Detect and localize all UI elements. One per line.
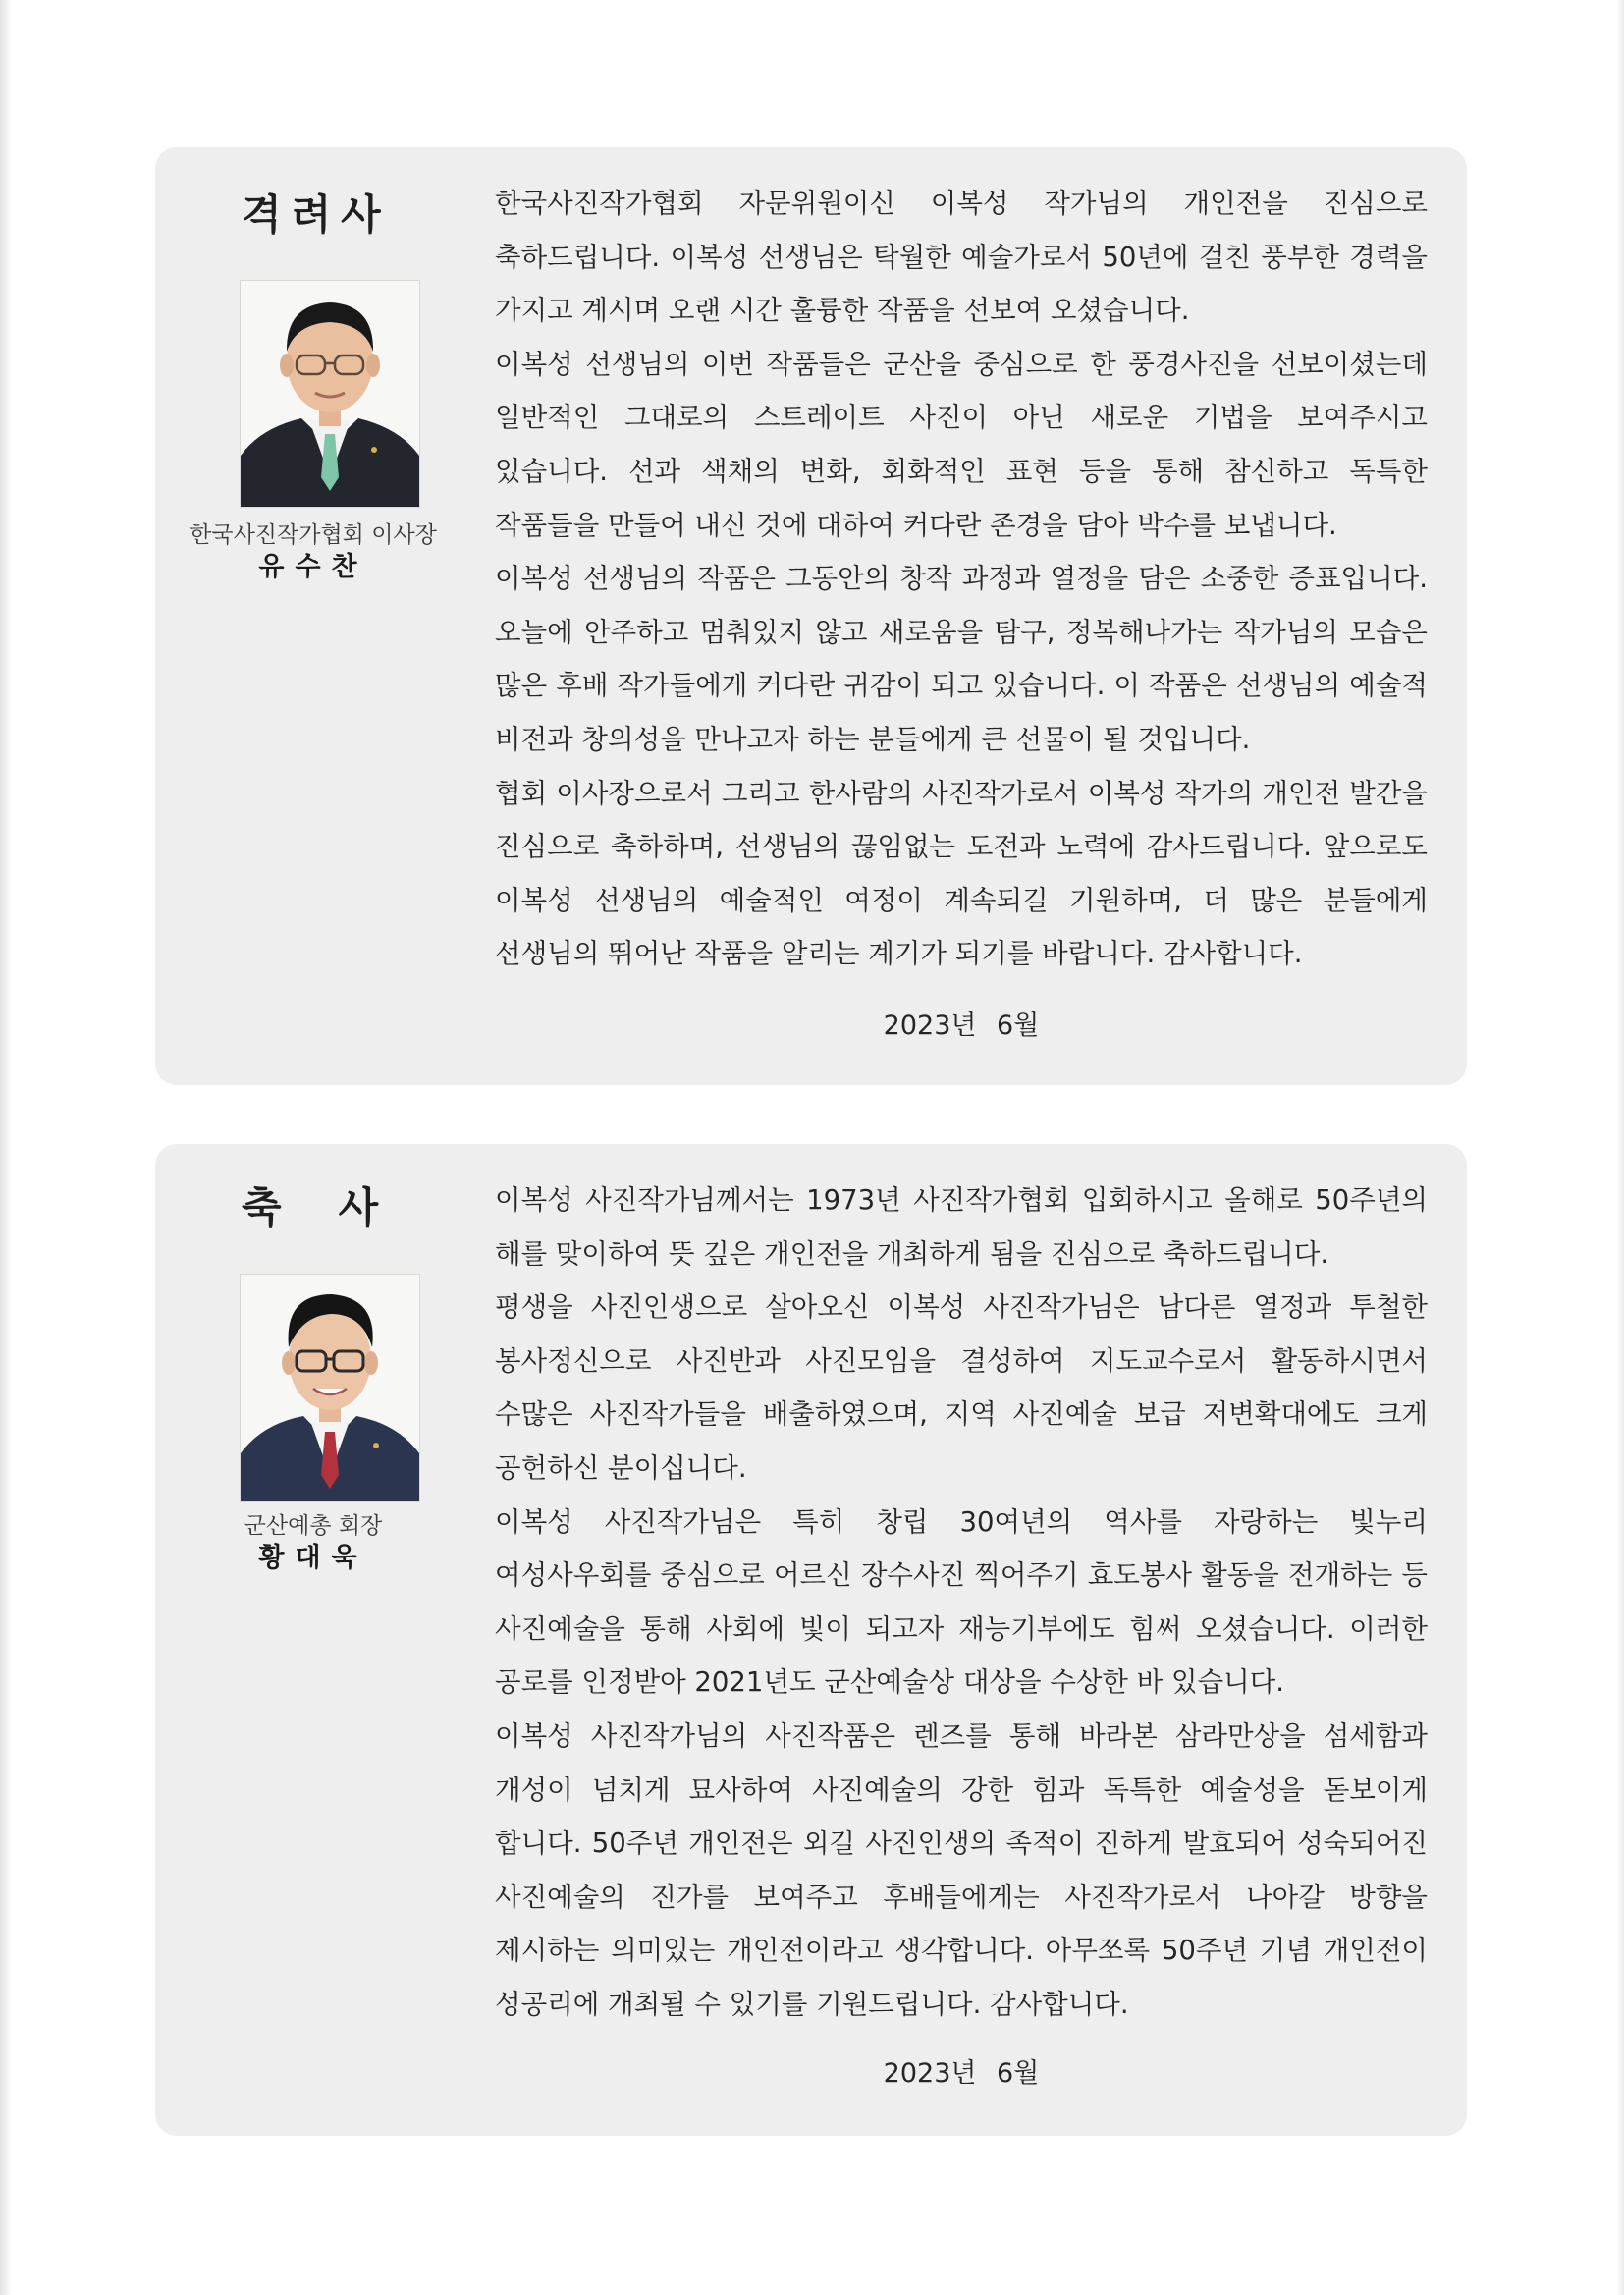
section-heading: 격려사: [242, 191, 391, 239]
message-date: 2023년 6월: [883, 2058, 1040, 2089]
paragraph: 평생을 사진인생으로 살아오신 이복성 사진작가님은 남다른 열정과 투철한 봉사정신으로 사진반과 사진모임을 결성하여 지도교수로서 활동하시면서 수많은 사진작가들을 배출하였으며, 지역 사진예술 보급 저변확대에도 크게 공헌하신 분이십니다.: [495, 1291, 1428, 1484]
congratulation-section: [155, 1144, 1467, 2136]
author-portrait: [240, 280, 420, 508]
encouragement-section: [155, 147, 1467, 1085]
message-body: [495, 177, 1428, 981]
page-left-edge: [0, 0, 12, 2295]
paragraph: 이복성 사진작가님께서는 1973년 사진작가협회 입회하시고 올해로 50주년의 해를 맞이하여 뜻 깊은 개인전을 개최하게 됨을 진심으로 축하드립니다.: [495, 1184, 1428, 1270]
author-org: 군산예총 회장: [244, 1513, 383, 1539]
author-portrait: [240, 1274, 420, 1502]
paragraph: 이복성 선생님의 작품은 그동안의 창작 과정과 열정을 담은 소중한 증표입니다. 오늘에 안주하고 멈춰있지 않고 새로움을 탐구, 정복해나가는 작가님의 모습은 많은 후배 작가들에게 커다란 귀감이 되고 있습니다. 이 작품은 선생님의 예술적 비전과 창의성을 만나고자 하는 분들에게 큰 선물이 될 것입니다.: [495, 563, 1428, 755]
author-caption: [155, 520, 471, 585]
paragraph: 이복성 사진작가님의 사진작품은 렌즈를 통해 바라본 삼라만상을 섬세함과 개성이 넘치게 묘사하여 사진예술의 강한 힘과 독특한 예술성을 돋보이게 합니다. 50주년 개인전은 외길 사진인생의 족적이 진하게 발효되어 성숙되어진 사진예술의 진가를 보여주고 후배들에게는 사진작가로서 나아갈 방향을 제시하는 의미있는 개인전이라고 생각합니다. 아무쪼록 50주년 기념 개인전이 성공리에 개최될 수 있기를 기원드립니다. 감사합니다.: [495, 1720, 1428, 2020]
author-caption: [155, 1511, 471, 1576]
message-body: [495, 1174, 1428, 2032]
paragraph: 한국사진작가협회 자문위원이신 이복성 작가님의 개인전을 진심으로 축하드립니다. 이복성 선생님은 탁월한 예술가로서 50년에 걸친 풍부한 경력을 가지고 계시며 오랜 시간 훌륭한 작품을 선보여 오셨습니다.: [495, 188, 1428, 327]
paragraph: 이복성 선생님의 이번 작품들은 군산을 중심으로 한 풍경사진을 선보이셨는데 일반적인 그대로의 스트레이트 사진이 아닌 새로운 기법을 보여주시고 있습니다. 선과 색채의 변화, 회화적인 표현 등을 통해 참신하고 독특한 작품들을 만들어 내신 것에 대하여 커다란 존경을 담아 박수를 보냅니다.: [495, 348, 1428, 541]
page-right-edge: [1616, 0, 1624, 2295]
author-name: 황대욱: [258, 1543, 368, 1573]
paragraph: 이복성 사진작가님은 특히 창립 30여년의 역사를 자랑하는 빛누리 여성사우회를 중심으로 어르신 장수사진 찍어주기 효도봉사 활동을 전개하는 등 사진예술을 통해 사회에 빛이 되고자 재능기부에도 힘써 오셨습니다. 이러한 공로를 인정받아 2021년도 군산예술상 대상을 수상한 바 있습니다.: [495, 1505, 1428, 1699]
message-date: 2023년 6월: [883, 1011, 1040, 1041]
paragraph: 협회 이사장으로서 그리고 한사람의 사진작가로서 이복성 작가의 개인전 발간을 진심으로 축하하며, 선생님의 끊임없는 도전과 노력에 감사드립니다. 앞으로도 이복성 선생님의 예술적인 여정이 계속되길 기원하며, 더 많은 분들에게 선생님의 뛰어난 작품을 알리는 계기가 되기를 바랍니다. 감사합니다.: [495, 777, 1428, 970]
section-heading: 축사: [242, 1183, 436, 1231]
author-org: 한국사진작가협회 이사장: [189, 522, 437, 548]
author-name: 유수찬: [258, 552, 368, 582]
